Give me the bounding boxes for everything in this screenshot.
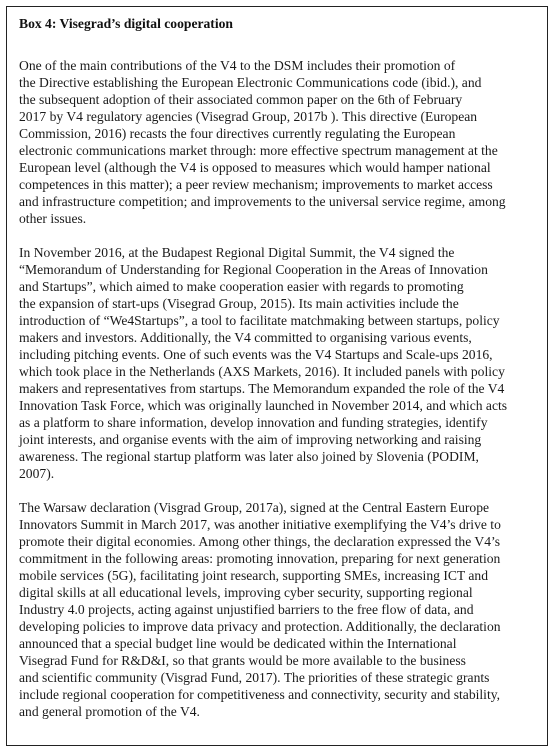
text-line: other issues. (19, 211, 87, 226)
text-line: electronic communications market through: more effective spectrum management at the (19, 143, 498, 158)
text-line: including pitching events. One of such events was the V4 Startups and Scale-ups 2016, (19, 347, 493, 362)
text-line: Industry 4.0 projects, acting against unjustified barriers to the free flow of data, and (19, 602, 474, 617)
text-line: and scientific community (Visgrad Fund, 2017). The priorities of these strategic grants (19, 670, 490, 685)
text-line: The Warsaw declaration (Visgrad Group, 2017a), signed at the Central Eastern Europe (19, 500, 490, 515)
text-line: the expansion of start-ups (Visegrad Group, 2015). Its main activities include the (19, 296, 459, 311)
text-line: competences in this matter); a peer review mechanism; improvements to market access (19, 177, 493, 192)
text-line: introduction of “We4Startups”, a tool to facilitate matchmaking between startups, policy (19, 313, 500, 328)
text-line: makers and investors. Additionally, the V4 committed to organising various events, (19, 330, 472, 345)
text-line: commitment in the following areas: promoting innovation, preparing for next generation (19, 551, 501, 566)
text-line: and Startups”, which aimed to make cooperation easier with regards to promoting (19, 279, 464, 294)
text-line: which took place in the Netherlands (AXS Markets, 2016). It included panels with policy (19, 364, 505, 379)
text-line: One of the main contributions of the V4 to the DSM includes their promotion of (19, 58, 456, 73)
text-line: mobile services (5G), facilitating joint research, supporting SMEs, increasing ICT and (19, 568, 488, 583)
text-line: promote their digital economies. Among other things, the declaration expressed the V4’s (19, 534, 501, 549)
text-line: joint interests, and organise events with the aim of improving networking and raising (19, 432, 482, 447)
text-line: Commission, 2016) recasts the four directives currently regulating the European (19, 126, 456, 141)
text-line: as a platform to share information, develop innovation and funding strategies, identify (19, 415, 488, 430)
text-box (6, 6, 548, 746)
paragraph-memorandum (19, 244, 535, 482)
text-line: “Memorandum of Understanding for Regional Cooperation in the Areas of Innovation (19, 262, 488, 277)
text-line: developing policies to improve data privacy and protection. Additionally, the declaration (19, 619, 501, 634)
text-line: the subsequent adoption of their associated common paper on the 6th of February (19, 92, 463, 107)
text-line: include regional cooperation for competitiveness and connectivity, security and stability, (19, 687, 501, 702)
text-line: Visegrad Fund for R&D&I, so that grants would be more available to the business (19, 653, 466, 668)
text-line: makers and representatives from startups. The Memorandum expanded the role of the V4 (19, 381, 505, 396)
text-line: 2017 by V4 regulatory agencies (Visegrad Group, 2017b ). This directive (European (19, 109, 478, 124)
text-line: awareness. The regional startup platform was later also joined by Slovenia (PODIM, (19, 449, 479, 464)
text-line: European level (although the V4 is opposed to measures which would hamper national (19, 160, 491, 175)
text-line: 2007). (19, 466, 55, 481)
text-line: and infrastructure competition; and improvements to the universal service regime, among (19, 194, 506, 209)
paragraph-dsm-directive (19, 57, 535, 227)
text-line: announced that a special budget line would be dedicated within the International (19, 636, 457, 651)
box-title: Box 4: Visegrad’s digital cooperation (19, 16, 233, 31)
text-line: digital skills at all educational levels, improving cyber security, supporting regional (19, 585, 473, 600)
text-line: Innovators Summit in March 2017, was another initiative exemplifying the V4’s drive to (19, 517, 501, 532)
text-line: and general promotion of the V4. (19, 704, 200, 719)
text-line: Innovation Task Force, which was originally launched in November 2014, and which acts (19, 398, 508, 413)
text-line: In November 2016, at the Budapest Regional Digital Summit, the V4 signed the (19, 245, 455, 260)
text-line: the Directive establishing the European Electronic Communications code (ibid.), and (19, 75, 482, 90)
paragraph-warsaw-declaration (19, 499, 535, 720)
